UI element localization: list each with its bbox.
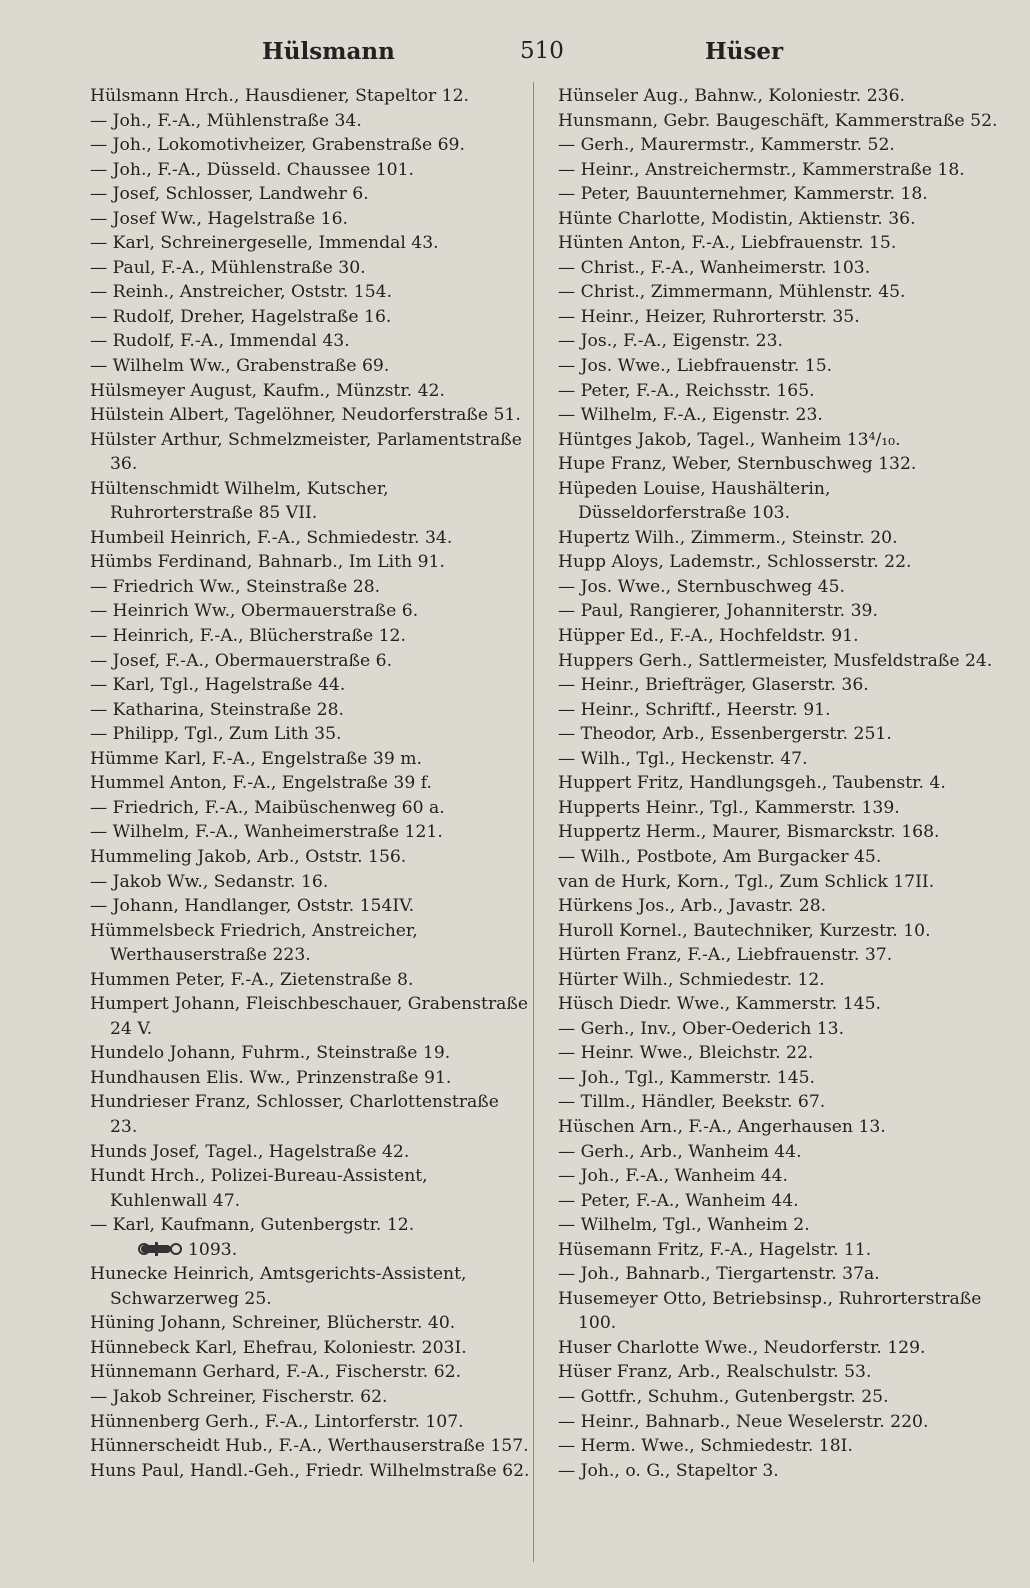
- directory-entry: Hümme Karl, F.-A., Engelstraße 39 m.: [90, 748, 423, 769]
- directory-entry: — Joh., F.-A., Wanheim 44.: [558, 1166, 788, 1187]
- directory-entry: Hünnenberg Gerh., F.-A., Lintorferstr. 107.: [90, 1411, 464, 1432]
- directory-entry: Huns Paul, Handl.-Geh., Friedr. Wilhelmstraße 62.: [90, 1460, 530, 1481]
- left-column: [90, 84, 530, 1483]
- directory-entry: Hupp Aloys, Lademstr., Schlosserstr. 22.: [558, 552, 912, 573]
- directory-entry: — Wilhelm, Tgl., Wanheim 2.: [558, 1215, 810, 1236]
- directory-entry: Hünnemann Gerhard, F.-A., Fischerstr. 62.: [90, 1362, 462, 1383]
- directory-entry: Hüpeden Louise, Haushälterin, Düsseldorferstraße 103.: [558, 478, 831, 524]
- directory-entry: — Theodor, Arb., Essenbergerstr. 251.: [558, 724, 892, 745]
- directory-entry: Hupertz Wilh., Zimmerm., Steinstr. 20.: [558, 527, 898, 548]
- directory-entry: Hundhausen Elis. Ww., Prinzenstraße 91.: [90, 1067, 452, 1088]
- directory-entry: Huser Charlotte Wwe., Neudorferstr. 129.: [558, 1337, 926, 1358]
- directory-entry: Hünten Anton, F.-A., Liebfrauenstr. 15.: [558, 233, 897, 254]
- directory-entry: Hünnerscheidt Hub., F.-A., Werthauserstraße 157.: [90, 1436, 529, 1457]
- directory-entry: Hundt Hrch., Polizei-Bureau-Assistent, Kuhlenwall 47.: [90, 1166, 428, 1211]
- directory-entry: Hünte Charlotte, Modistin, Aktienstr. 36.: [558, 208, 916, 229]
- directory-entry: Hümbs Ferdinand, Bahnarb., Im Lith 91.: [90, 552, 445, 573]
- directory-entry: — Joh., F.-A., Mühlenstraße 34.: [90, 110, 362, 131]
- page-number: 510: [520, 38, 564, 64]
- directory-entry: Hülster Arthur, Schmelzmeister, Parlamentstraße 36.: [90, 429, 522, 475]
- directory-entry: Hülsmann Hrch., Hausdiener, Stapeltor 12.: [90, 86, 469, 106]
- directory-entry: Hüpper Ed., F.-A., Hochfeldstr. 91.: [558, 626, 859, 647]
- directory-entry: — Heinr., Schriftf., Heerstr. 91.: [558, 699, 831, 720]
- column-divider: [533, 82, 534, 1562]
- directory-entry: — Wilhelm, F.-A., Eigenstr. 23.: [558, 405, 823, 426]
- directory-entry: van de Hurk, Korn., Tgl., Zum Schlick 17II.: [558, 871, 935, 892]
- directory-entry: Hüntges Jakob, Tagel., Wanheim 13⁴/₁₀.: [558, 429, 901, 450]
- directory-entry: — Paul, Rangierer, Johanniterstr. 39.: [558, 601, 878, 622]
- directory-entry: — Joh., o. G., Stapeltor 3.: [558, 1460, 779, 1481]
- directory-entry: — Jos. Wwe., Liebfrauenstr. 15.: [558, 356, 833, 377]
- directory-entry: — Jos. Wwe., Sternbuschweg 45.: [558, 576, 845, 597]
- directory-entry: Hummeling Jakob, Arb., Oststr. 156.: [90, 846, 407, 867]
- directory-entry: — Gerh., Maurermstr., Kammerstr. 52.: [558, 135, 895, 156]
- directory-entry: — Tillm., Händler, Beekstr. 67.: [558, 1092, 826, 1113]
- directory-entry: — Gerh., Arb., Wanheim 44.: [558, 1141, 802, 1162]
- directory-entry: — Johann, Handlanger, Oststr. 154IV.: [90, 896, 415, 917]
- directory-entry: — Reinh., Anstreicher, Oststr. 154.: [90, 282, 393, 303]
- directory-entry: — Jos., F.-A., Eigenstr. 23.: [558, 331, 784, 352]
- directory-entry: Humpert Johann, Fleischbeschauer, Grabenstraße 24 V.: [90, 994, 529, 1039]
- directory-entry: Hürter Wilh., Schmiedestr. 12.: [558, 969, 825, 990]
- directory-entry: Hünnebeck Karl, Ehefrau, Koloniestr. 203I.: [90, 1337, 467, 1358]
- right-column: [558, 84, 998, 1483]
- directory-entry: — Wilhelm, F.-A., Wanheimerstraße 121.: [90, 822, 443, 843]
- telephone-number: 1093.: [188, 1239, 238, 1260]
- directory-entry: — Paul, F.-A., Mühlenstraße 30.: [90, 257, 366, 278]
- directory-entry: — Katharina, Steinstraße 28.: [90, 699, 344, 720]
- directory-entry: — Friedrich, F.-A., Maibüschenweg 60 a.: [90, 797, 445, 818]
- directory-entry: Hupe Franz, Weber, Sternbuschweg 132.: [558, 454, 917, 475]
- directory-entry: — Karl, Schreinergeselle, Immendal 43.: [90, 233, 439, 254]
- directory-entry: — Heinr., Bahnarb., Neue Weselerstr. 220.: [558, 1411, 929, 1432]
- directory-entry: Husemeyer Otto, Betriebsinsp., Ruhrorterstraße 100.: [558, 1288, 982, 1334]
- directory-entry: Hummel Anton, F.-A., Engelstraße 39 f.: [90, 773, 432, 794]
- directory-entry: — Wilh., Tgl., Heckenstr. 47.: [558, 748, 808, 769]
- directory-entry: Humbeil Heinrich, F.-A., Schmiedestr. 34.: [90, 527, 453, 548]
- directory-entry: — Philipp, Tgl., Zum Lith 35.: [90, 724, 342, 745]
- directory-entry: Hunecke Heinrich, Amtsgerichts-Assistent, Schwarzerweg 25.: [90, 1264, 467, 1309]
- directory-entry: — Herm. Wwe., Schmiedestr. 18I.: [558, 1436, 853, 1457]
- directory-entry: Hüsch Diedr. Wwe., Kammerstr. 145.: [558, 994, 882, 1015]
- directory-entry: Hummen Peter, F.-A., Zietenstraße 8.: [90, 969, 414, 990]
- directory-entry: Hülstein Albert, Tagelöhner, Neudorferstraße 51.: [90, 405, 521, 426]
- directory-entry: — Wilhelm Ww., Grabenstraße 69.: [90, 356, 390, 377]
- directory-entry: — Heinr., Anstreichermstr., Kammerstraße 18.: [558, 159, 965, 180]
- directory-entry: — Wilh., Postbote, Am Burgacker 45.: [558, 846, 882, 867]
- directory-entry: — Heinr., Heizer, Ruhrorterstr. 35.: [558, 306, 860, 327]
- directory-entry: Huppert Fritz, Handlungsgeh., Taubenstr. 4.: [558, 773, 946, 794]
- directory-entry: — Josef, F.-A., Obermauerstraße 6.: [90, 650, 393, 671]
- directory-entry: — Jakob Ww., Sedanstr. 16.: [90, 871, 329, 892]
- directory-entry: — Christ., F.-A., Wanheimerstr. 103.: [558, 257, 871, 278]
- directory-entry: Hundrieser Franz, Schlosser, Charlottenstraße 23.: [90, 1092, 499, 1137]
- header-left-keyword: Hülsmann: [262, 38, 395, 65]
- directory-entry: Huppertz Herm., Maurer, Bismarckstr. 168.: [558, 822, 940, 843]
- directory-entry: — Josef, Schlosser, Landwehr 6.: [90, 184, 369, 205]
- directory-entry: — Joh., Lokomotivheizer, Grabenstraße 69.: [90, 135, 465, 156]
- directory-entry: — Gottfr., Schuhm., Gutenbergstr. 25.: [558, 1386, 889, 1407]
- directory-entry: — Joh., F.-A., Düsseld. Chaussee 101.: [90, 159, 415, 180]
- directory-entry: — Joh., Tgl., Kammerstr. 145.: [558, 1067, 816, 1088]
- directory-entry: — Heinr. Wwe., Bleichstr. 22.: [558, 1043, 814, 1064]
- telephone-icon: [138, 1242, 184, 1256]
- directory-entry: — Rudolf, F.-A., Immendal 43.: [90, 331, 350, 352]
- directory-entry: Hürkens Jos., Arb., Javastr. 28.: [558, 896, 827, 917]
- directory-entry: — Peter, F.-A., Wanheim 44.: [558, 1190, 799, 1211]
- directory-entry: Hültenschmidt Wilhelm, Kutscher, Ruhrorterstraße 85 VII.: [90, 478, 389, 524]
- directory-entry: — Friedrich Ww., Steinstraße 28.: [90, 576, 381, 597]
- directory-entry: — Gerh., Inv., Ober-Oederich 13.: [558, 1018, 845, 1039]
- directory-entry: — Heinrich, F.-A., Blücherstraße 12.: [90, 626, 406, 647]
- directory-entry: Hünseler Aug., Bahnw., Koloniestr. 236.: [558, 86, 905, 106]
- directory-entry: — Peter, F.-A., Reichsstr. 165.: [558, 380, 815, 401]
- directory-entry: — Karl, Kaufmann, Gutenbergstr. 12.: [90, 1215, 415, 1236]
- directory-entry: — Joh., Bahnarb., Tiergartenstr. 37a.: [558, 1264, 880, 1285]
- directory-entry: Huppers Gerh., Sattlermeister, Musfeldstraße 24.: [558, 650, 993, 671]
- directory-entry: Hüsemann Fritz, F.-A., Hagelstr. 11.: [558, 1239, 872, 1260]
- directory-entry: Hüschen Arn., F.-A., Angerhausen 13.: [558, 1116, 886, 1137]
- directory-entry: — Heinr., Briefträger, Glaserstr. 36.: [558, 675, 869, 696]
- directory-entry: — Karl, Tgl., Hagelstraße 44.: [90, 675, 346, 696]
- directory-entry: Huroll Kornel., Bautechniker, Kurzestr. 10.: [558, 920, 931, 941]
- directory-entry: — Heinrich Ww., Obermauerstraße 6.: [90, 601, 419, 622]
- directory-entry: Hümmelsbeck Friedrich, Anstreicher, Werthauserstraße 223.: [90, 920, 418, 966]
- directory-entry: — Jakob Schreiner, Fischerstr. 62.: [90, 1386, 388, 1407]
- directory-entry: Hülsmeyer August, Kaufm., Münzstr. 42.: [90, 380, 445, 401]
- directory-entry: Hunds Josef, Tagel., Hagelstraße 42.: [90, 1141, 410, 1162]
- telephone-line: [90, 1238, 530, 1263]
- directory-entry: Hüning Johann, Schreiner, Blücherstr. 40.: [90, 1313, 456, 1334]
- directory-entry: — Rudolf, Dreher, Hagelstraße 16.: [90, 306, 392, 327]
- directory-entry: Hupperts Heinr., Tgl., Kammerstr. 139.: [558, 797, 900, 818]
- directory-entry: Hundelo Johann, Fuhrm., Steinstraße 19.: [90, 1043, 451, 1064]
- header-right-keyword: Hüser: [705, 38, 784, 65]
- directory-entry: Hürten Franz, F.-A., Liebfrauenstr. 37.: [558, 945, 893, 966]
- directory-entry: — Christ., Zimmermann, Mühlenstr. 45.: [558, 282, 906, 303]
- directory-entry: Hunsmann, Gebr. Baugeschäft, Kammerstraße 52.: [558, 110, 998, 131]
- directory-entry: — Peter, Bauunternehmer, Kammerstr. 18.: [558, 184, 928, 205]
- directory-entry: — Josef Ww., Hagelstraße 16.: [90, 208, 348, 229]
- directory-entry: Hüser Franz, Arb., Realschulstr. 53.: [558, 1362, 872, 1383]
